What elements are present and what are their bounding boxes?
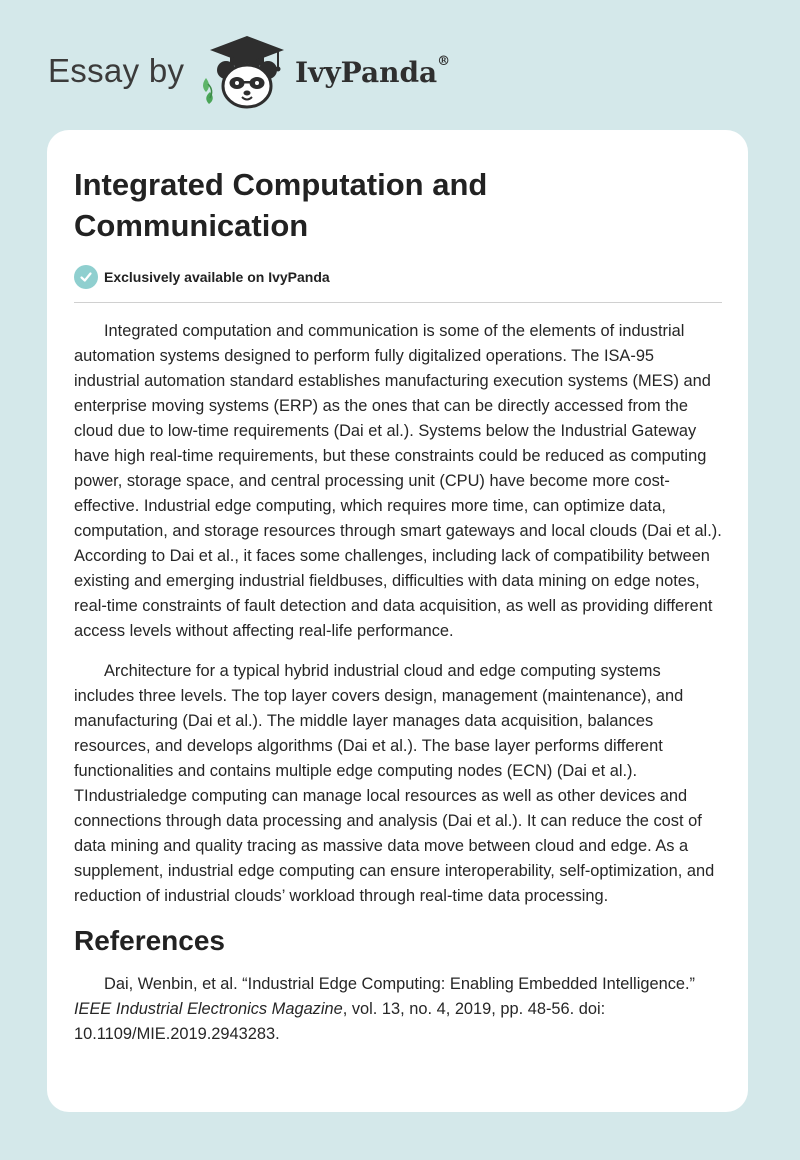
- article-body: [74, 319, 724, 1062]
- reference-journal: IEEE Industrial Electronics Magazine: [74, 1000, 343, 1018]
- site-header: [48, 34, 548, 110]
- badge-label: Exclusively available on IvyPanda: [104, 269, 330, 285]
- reference-entry: [74, 972, 724, 1047]
- brand-name-text: IvyPanda: [295, 56, 438, 89]
- reference-text: , vol. 13, no. 4, 2019, pp. 48-56. doi: 10.1109/MIE.2019.2943283.: [74, 1000, 606, 1043]
- brand-name[interactable]: [295, 56, 450, 89]
- registered-mark: ®: [437, 54, 451, 69]
- divider: [74, 302, 722, 303]
- paragraph: Integrated computation and communication is some of the elements of industrial automation systems designed to perform fully digitalized operations. The ISA-95 industrial automation standard establishes manufacturing execution systems (MES) and enterprise moving systems (ERP) as the ones that can be directly accessed from the cloud due to low-time requirements (Dai et al.). Systems below the Industrial Gateway have high real-time requirements, but these constraints could be reduced as computing power, storage space, and central processing unit (CPU) have become more cost-effective. Industrial edge computing, which requires more time, can optimize data, computation, and storage resources through smart gateways and local clouds (Dai et al.). According to Dai et al., it faces some challenges, including lack of compatibility between existing and emerging industrial fieldbuses, difficulties with data mining on edge notes, real-time constraints of fault detection and data acquisition, as well as providing different access levels without affecting real-life performance.: [74, 322, 722, 640]
- page-title: Integrated Computation and Communication: [74, 167, 488, 243]
- check-icon: [74, 265, 98, 289]
- references-heading: References: [74, 925, 225, 956]
- essay-by-label: Essay by: [48, 52, 185, 89]
- panda-graduate-icon[interactable]: [200, 34, 292, 110]
- reference-text: Dai, Wenbin, et al. “Industrial Edge Computing: Enabling Embedded Intelligence.”: [104, 975, 696, 993]
- article-card: [47, 130, 748, 1112]
- exclusive-badge: [74, 264, 330, 290]
- paragraph: Architecture for a typical hybrid industrial cloud and edge computing systems includes three levels. The top layer covers design, management (maintenance), and manufacturing (Dai et al.). The middle layer manages data acquisition, balances resources, and develops algorithms (Dai et al.). The base layer performs different functionalities and contains multiple edge computing nodes (ECN) (Dai et al.). TIndustrialedge computing can manage local resources as well as other devices and connections through data processing and analysis (Dai et al.). It can reduce the cost of data mining and quality tracing as massive data move between cloud and edge. As a supplement, industrial edge computing can ensure interoperability, self-optimization, and reduction of industrial clouds’ workload through real-time data processing.: [74, 662, 715, 905]
